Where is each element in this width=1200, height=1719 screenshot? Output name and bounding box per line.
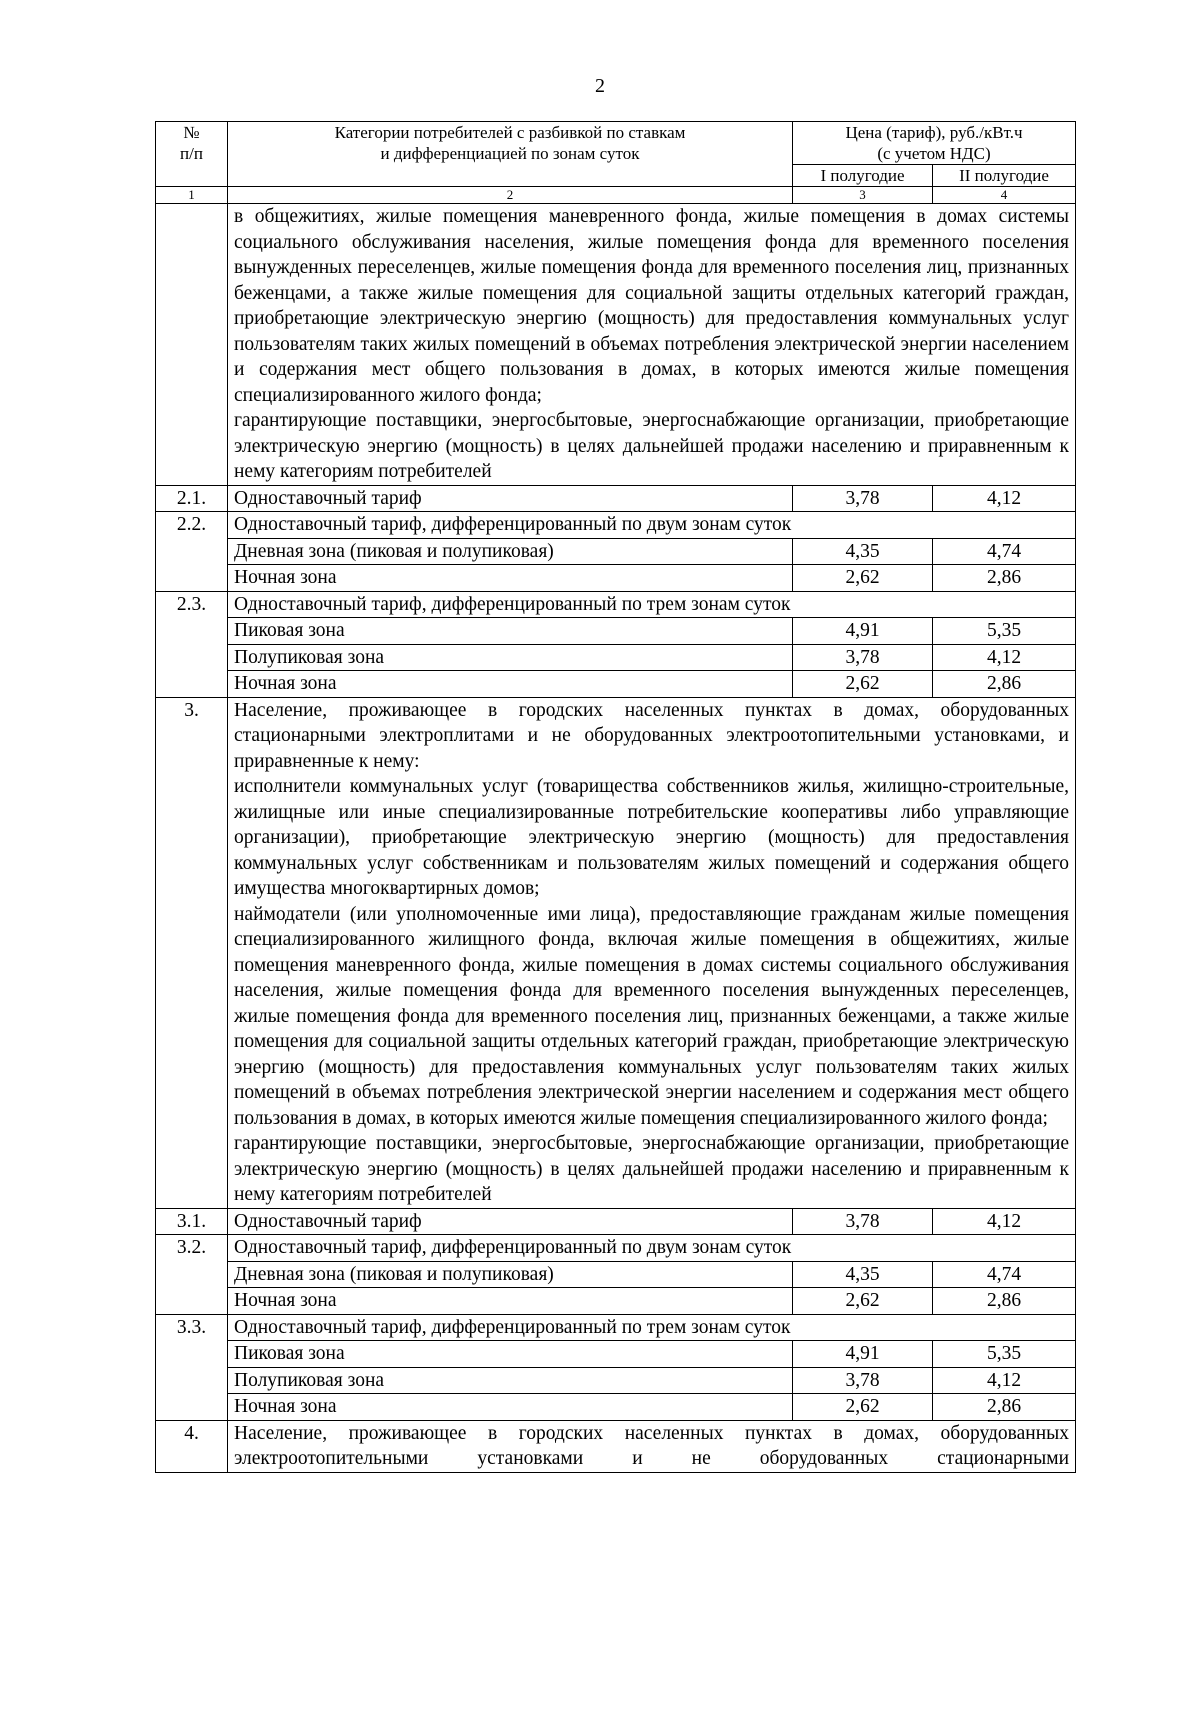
value-half1: 2,62 — [793, 671, 933, 698]
value-half1: 2,62 — [793, 1394, 933, 1421]
paragraph: исполнители коммунальных услуг (товарищества собственников жилья, жилищно-строительные, жилищные или иные специализированные потребительские кооперативы либо управляющие организации), приобретающие электрическую энергию (мощность) для предоставления коммунальных услуг собственникам и пользователям жилых помещений и содержания общего имущества многоквартирных домов; — [234, 776, 1069, 899]
header-half1: I полугодие — [793, 165, 933, 187]
table-row — [156, 1341, 1076, 1368]
value-half1: 2,62 — [793, 1288, 933, 1315]
table-row — [156, 1394, 1076, 1421]
row-label: Одноставочный тариф, дифференцированный по двум зонам суток — [228, 1235, 1076, 1262]
paragraph: в общежитиях, жилые помещения маневренного фонда, жилые помещения в домах системы социального обслуживания населения, жилые помещения фонда для временного поселения вынужденных переселенцев, жилые помещения фонда для временного поселения лиц, признанных беженцами, а также жилые помещения для социальной защиты отдельных категорий граждан, приобретающие электрическую энергию (мощность) для предоставления коммунальных услуг пользователям таких жилых помещений в объемах потребления электрической энергии населением и содержания мест общего пользования в домах, в которых имеются жилые помещения специализированного жилого фонда; — [234, 206, 1069, 406]
paragraph: гарантирующие поставщики, энергосбытовые, энергоснабжающие организации, приобретающие электрическую энергию (мощность) в целях дальнейшей продажи населению и приравненным к нему категориям потребителей — [234, 410, 1069, 482]
table-row — [156, 1314, 1076, 1341]
table-row — [156, 204, 1076, 486]
row-label: Одноставочный тариф — [228, 1208, 793, 1235]
row-num: 3.3. — [156, 1314, 228, 1420]
continuation-text — [228, 204, 1076, 486]
header-category — [228, 122, 793, 187]
value-half2: 2,86 — [933, 565, 1076, 592]
table-row — [156, 485, 1076, 512]
table-row — [156, 1367, 1076, 1394]
value-half2: 2,86 — [933, 671, 1076, 698]
value-half2: 2,86 — [933, 1394, 1076, 1421]
row-num: 3.1. — [156, 1208, 228, 1235]
paragraph: Население, проживающее в городских населенных пунктах в домах, оборудованных стационарными электроплитами и не оборудованных электроотопительными установками, и приравненные к нему: — [234, 699, 1069, 772]
row-num: 3. — [156, 697, 228, 1208]
header-price-line1: Цена (тариф), руб./кВт.ч — [845, 123, 1023, 142]
row-label: Полупиковая зона — [228, 1367, 793, 1394]
value-half1: 3,78 — [793, 644, 933, 671]
value-half1: 4,91 — [793, 618, 933, 645]
table-row — [156, 697, 1076, 1208]
row-num-empty — [156, 204, 228, 486]
row-num: 3.2. — [156, 1235, 228, 1315]
header-num-line2: п/п — [180, 144, 203, 163]
value-half2: 4,12 — [933, 1208, 1076, 1235]
table-row — [156, 644, 1076, 671]
paragraph: гарантирующие поставщики, энергосбытовые, энергоснабжающие организации, приобретающие электрическую энергию (мощность) в целях дальнейшей продажи населению и приравненным к нему категориям потребителей — [234, 1133, 1069, 1205]
value-half1: 3,78 — [793, 1208, 933, 1235]
header-category-line2: и дифференциацией по зонам суток — [380, 144, 640, 163]
table-row — [156, 1261, 1076, 1288]
value-half1: 4,35 — [793, 538, 933, 565]
table-row — [156, 512, 1076, 539]
row-num: 2.3. — [156, 591, 228, 697]
row-label: Ночная зона — [228, 565, 793, 592]
value-half2: 4,74 — [933, 538, 1076, 565]
row-label: Полупиковая зона — [228, 644, 793, 671]
value-half2: 4,12 — [933, 1367, 1076, 1394]
row-label: Ночная зона — [228, 1394, 793, 1421]
value-half1: 4,91 — [793, 1341, 933, 1368]
table-row — [156, 1420, 1076, 1472]
row-num: 2.2. — [156, 512, 228, 592]
row-label: Ночная зона — [228, 1288, 793, 1315]
row-label: Одноставочный тариф, дифференцированный по двум зонам суток — [228, 512, 1076, 539]
value-half2: 2,86 — [933, 1288, 1076, 1315]
column-number-4: 4 — [933, 187, 1076, 204]
paragraph: наймодатели (или уполномоченные ими лица), предоставляющие гражданам жилые помещения специализированного жилищного фонда, включая жилые помещения в общежитиях, жилые помещения маневренного фонда, жилые помещения в домах системы социального обслуживания населения, жилые помещения фонда для временного поселения вынужденных переселенцев, жилые помещения фонда для временного поселения лиц, признанных беженцами, а также жилые помещения для социальной защиты отдельных категорий граждан, приобретающие электрическую энергию (мощность) для предоставления коммунальных услуг пользователям таких жилых помещений в объемах потребления электрической энергии населением и содержания мест общего пользования в домах, в которых имеются жилые помещения специализированного жилого фонда; — [234, 903, 1069, 1129]
table-row — [156, 591, 1076, 618]
row-label: Пиковая зона — [228, 1341, 793, 1368]
section-4-text — [228, 1420, 1076, 1472]
value-half1: 3,78 — [793, 485, 933, 512]
value-half2: 5,35 — [933, 1341, 1076, 1368]
page-number: 2 — [595, 75, 605, 97]
row-label: Одноставочный тариф, дифференцированный по трем зонам суток — [228, 591, 1076, 618]
tariff-table — [155, 121, 1076, 1473]
value-half1: 4,35 — [793, 1261, 933, 1288]
row-label: Одноставочный тариф — [228, 485, 793, 512]
table-row — [156, 618, 1076, 645]
row-label: Ночная зона — [228, 671, 793, 698]
row-label: Дневная зона (пиковая и полупиковая) — [228, 538, 793, 565]
table-row — [156, 538, 1076, 565]
value-half2: 4,12 — [933, 485, 1076, 512]
header-price-line2: (с учетом НДС) — [877, 144, 991, 163]
table-row — [156, 1288, 1076, 1315]
value-half2: 5,35 — [933, 618, 1076, 645]
header-num-line1: № — [183, 123, 200, 142]
paragraph: Население, проживающее в городских населенных пунктах в домах, оборудованных электроотопительными установками и не оборудованных стационарными — [234, 1422, 1069, 1469]
header-num — [156, 122, 228, 187]
value-half1: 2,62 — [793, 565, 933, 592]
row-label: Пиковая зона — [228, 618, 793, 645]
value-half2: 4,12 — [933, 644, 1076, 671]
header-half2: II полугодие — [933, 165, 1076, 187]
section-3-text — [228, 697, 1076, 1208]
column-number-row — [156, 187, 1076, 204]
column-number-3: 3 — [793, 187, 933, 204]
header-price — [793, 122, 1076, 165]
value-half1: 3,78 — [793, 1367, 933, 1394]
table-row — [156, 1235, 1076, 1262]
row-label: Дневная зона (пиковая и полупиковая) — [228, 1261, 793, 1288]
table-row — [156, 565, 1076, 592]
header-row-1 — [156, 122, 1076, 165]
column-number-1: 1 — [156, 187, 228, 204]
table-row — [156, 1208, 1076, 1235]
table-row — [156, 671, 1076, 698]
row-num: 2.1. — [156, 485, 228, 512]
value-half2: 4,74 — [933, 1261, 1076, 1288]
row-num: 4. — [156, 1420, 228, 1472]
row-label: Одноставочный тариф, дифференцированный по трем зонам суток — [228, 1314, 1076, 1341]
column-number-2: 2 — [228, 187, 793, 204]
header-category-line1: Категории потребителей с разбивкой по ставкам — [334, 123, 686, 142]
